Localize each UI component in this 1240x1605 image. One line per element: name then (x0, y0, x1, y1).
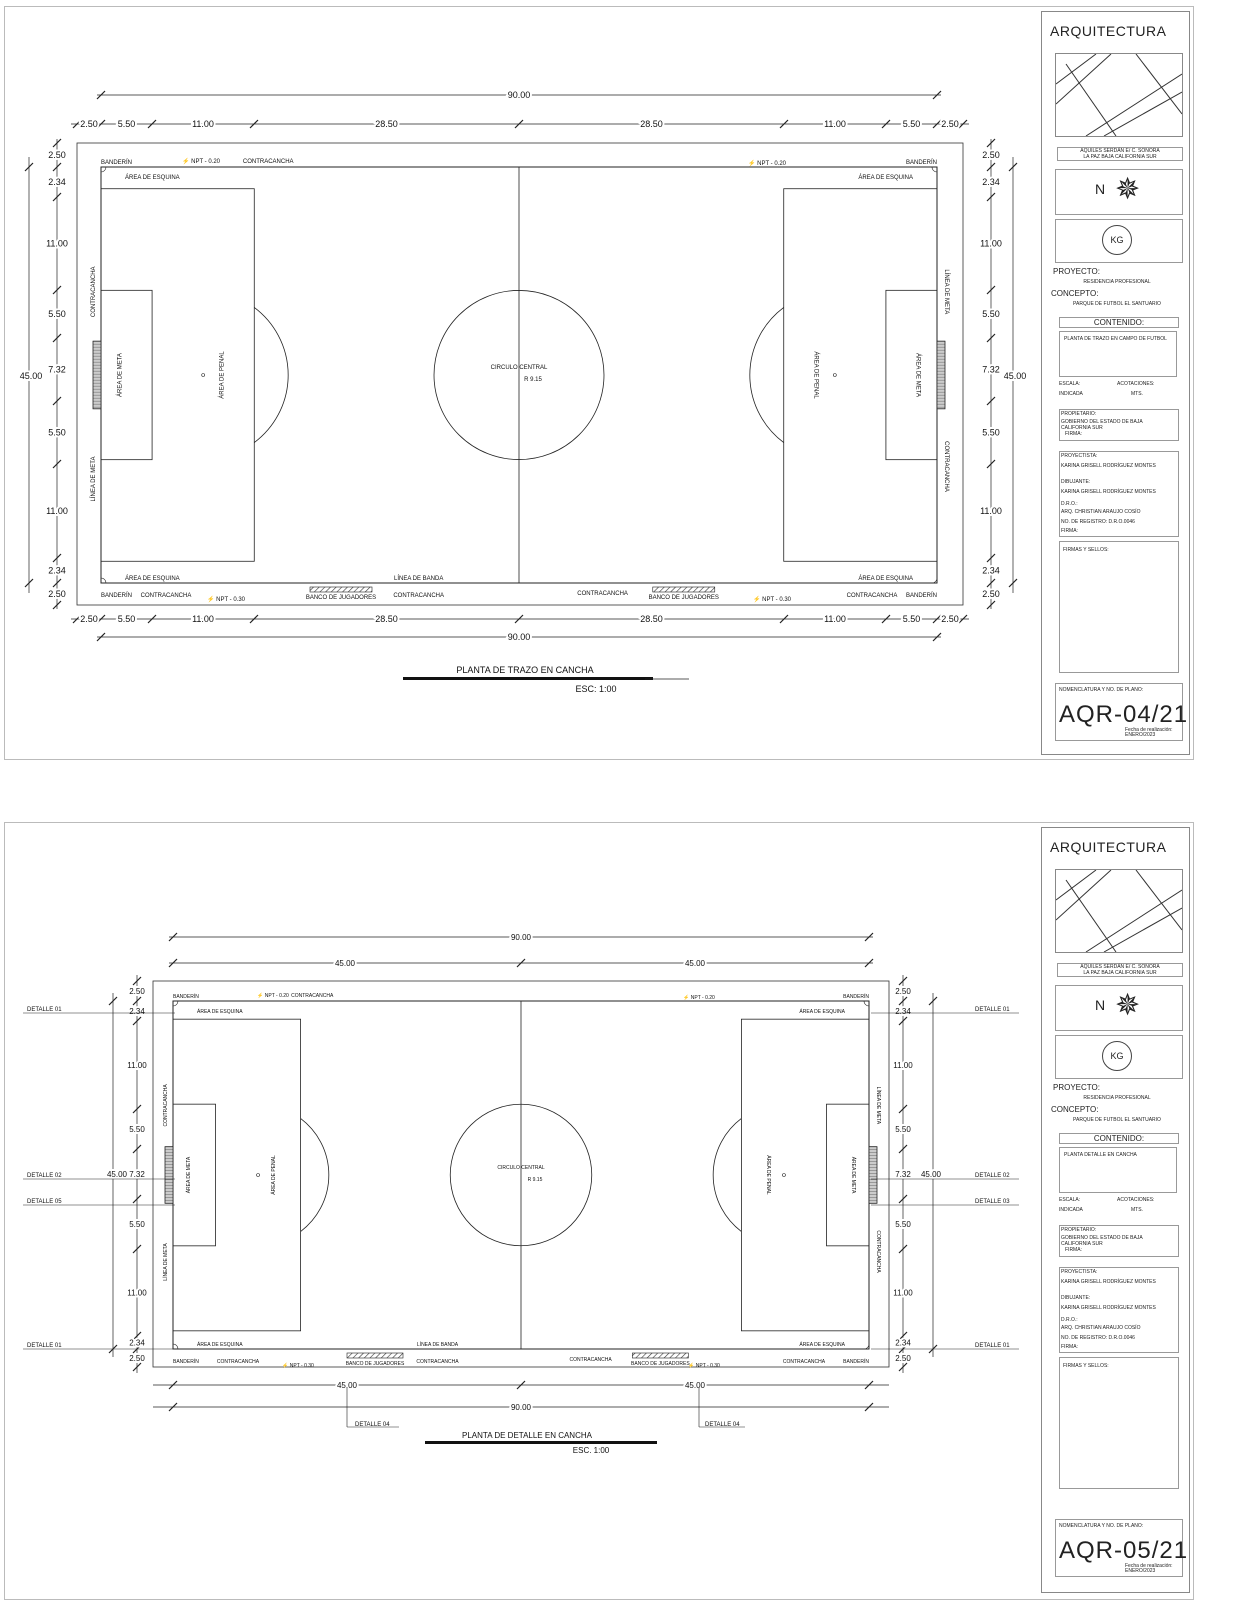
tb-dibujante-value: KARINA GRISELL RODRÍGUEZ MONTES (1061, 1305, 1156, 1311)
map-street (1086, 74, 1182, 136)
outer-boundary (77, 143, 963, 605)
dim-vert: 2.50 (982, 589, 1000, 599)
detail-callout: DETALLE 04 (705, 1422, 740, 1428)
tb-fecha-value: ENERO/2023 (1125, 732, 1156, 738)
dim-vert: 5.50 (895, 1125, 911, 1134)
label-banderin: BANDERÍN (905, 593, 937, 599)
label-banderin: BANDERÍN (905, 160, 937, 166)
location-map (1055, 869, 1183, 953)
label-contracancha: CONTRACANCHA (943, 441, 949, 492)
location-map (1055, 53, 1183, 137)
dim-seg: 5.50 (902, 614, 921, 624)
dim-seg: 5.50 (902, 119, 921, 129)
dim-seg: 2.50 (80, 119, 98, 129)
dim-vert: 5.50 (982, 309, 1000, 319)
dim-vert: 5.50 (48, 427, 66, 438)
dim-width-left: 45.00 (106, 1170, 128, 1179)
tb-acotaciones-label: ACOTACIONES: (1117, 1197, 1155, 1203)
dim-seg: 11.00 (824, 614, 846, 624)
label-contracancha: CONTRACANCHA (242, 159, 294, 165)
tb-contenido-label: CONTENIDO: (1059, 1133, 1179, 1144)
detail-callout: DETALLE 01 (27, 1343, 62, 1349)
label-banderin: BANDERÍN (843, 994, 869, 1000)
penalty-area-left (173, 1019, 301, 1331)
penalty-spot-right (833, 374, 836, 377)
label-contracancha: CONTRACANCHA (416, 1359, 459, 1365)
corner-arc (932, 578, 937, 583)
tb-acotaciones-value: MTS. (1131, 391, 1143, 397)
tb-proyecto-value: RESIDENCIA PROFESIONAL (1083, 1095, 1151, 1101)
dim-seg: 2.50 (941, 119, 959, 129)
label-area-meta: ÁREA DE META (914, 353, 921, 397)
north-label: N (1095, 181, 1106, 197)
dim-width-left: 45.00 (19, 371, 43, 381)
dim-seg: 11.00 (192, 614, 214, 624)
dim-seg: 11.00 (824, 119, 846, 129)
label-contracancha: CONTRACANCHA (91, 266, 97, 318)
dim-vert: 7.32 (129, 1170, 145, 1179)
dim-vert: 2.34 (982, 565, 1000, 576)
dim-seg: 28.50 (640, 614, 663, 624)
dim-vert: 2.34 (895, 1338, 911, 1348)
tb-contenido-value: PLANTA DETALLE EN CANCHA (1059, 1147, 1177, 1193)
tb-discipline: ARQUITECTURA (1050, 839, 1167, 855)
bench-left (347, 1353, 403, 1358)
tb-plano-number: AQR-04/21 (1059, 701, 1189, 728)
plan-scale: ESC. 1:00 (572, 1446, 610, 1455)
dim-vert: 5.50 (48, 309, 66, 319)
dim-seg: 28.50 (375, 119, 398, 129)
dim-seg: 28.50 (375, 614, 398, 624)
tb-dibujante-label: DIBUJANTE: (1061, 1295, 1091, 1301)
bench-right (632, 1353, 688, 1358)
tb-acotaciones-label: ACOTACIONES: (1117, 381, 1155, 387)
plan-title: PLANTA DE TRAZO EN CANCHA (456, 665, 594, 675)
label-contracancha: CONTRACANCHA (291, 993, 334, 999)
label-linea-banda: LÍNEA DE BANDA (394, 576, 444, 582)
label-npt: ⚡ NPT - 0.20 (747, 161, 787, 167)
tb-fecha-label: Fecha de realización: (1125, 1563, 1173, 1569)
map-street (1056, 54, 1096, 84)
label-contracancha: CONTRACANCHA (577, 591, 628, 597)
label-area-meta: ÁREA DE META (186, 1156, 193, 1194)
drawing-sheet-2 (4, 822, 1194, 1600)
penalty-area-left (101, 189, 254, 562)
label-area-esquina: ÁREA DE ESQUINA (799, 1009, 845, 1015)
tb-concepto-value: PARQUE DE FUTBOL EL SANTUARIO (1073, 1117, 1161, 1123)
north-arrow-icon: ✵ (1115, 173, 1141, 206)
tb-firmas-label: FIRMAS Y SELLOS: (1063, 547, 1109, 553)
tb-firmas-box (1059, 541, 1179, 673)
tb-address: AQUILES SERDÁN E/ C. SONORA LA PAZ BAJA CALIFORNIA SUR (1057, 963, 1183, 977)
tb-proyecto-label: PROYECTO: (1053, 1083, 1100, 1092)
tb-discipline: ARQUITECTURA (1050, 23, 1167, 39)
tb-firma-label: FIRMA: (1065, 1247, 1082, 1253)
penalty-arc-left (254, 307, 288, 442)
dim-width-right: 45.00 (920, 1170, 942, 1179)
label-area-meta: ÁREA DE META (117, 353, 124, 397)
map-street (1056, 54, 1111, 104)
dim-vert: 2.50 (129, 1354, 145, 1363)
dim-vert: 2.50 (48, 150, 66, 160)
bench-label: BANCO DE JUGADORES (648, 595, 719, 601)
tb-firma2-label: FIRMA: (1061, 1344, 1078, 1350)
tb-dibujante-label: DIBUJANTE: (1061, 479, 1091, 485)
label-banderin: BANDERÍN (173, 994, 199, 1000)
dim-total-bottom: 90.00 (510, 1403, 532, 1412)
label-banderin: BANDERÍN (101, 160, 133, 166)
tb-concepto-label: CONCEPTO: (1051, 1105, 1099, 1114)
tb-concepto-value: PARQUE DE FUTBOL EL SANTUARIO (1073, 301, 1161, 307)
detail-callout: DETALLE 05 (27, 1199, 62, 1205)
north-label: N (1095, 997, 1106, 1013)
label-banderin: BANDERÍN (173, 1359, 199, 1365)
bench-left (310, 587, 372, 592)
dim-vert: 7.32 (982, 364, 1000, 375)
label-contracancha: CONTRACANCHA (569, 1357, 612, 1363)
map-street (1086, 890, 1182, 952)
penalty-area-right (741, 1019, 869, 1331)
dim-total-bottom: 90.00 (507, 632, 531, 642)
drawing-sheet-1 (4, 6, 1194, 760)
label-npt: ⚡ NPT - 0.30 (752, 597, 792, 603)
label-area-esquina: ÁREA DE ESQUINA (197, 1342, 243, 1348)
label-area-esquina: ÁREA DE ESQUINA (197, 1009, 243, 1015)
dim-half: 45.00 (334, 959, 356, 968)
tb-registro-label: NO. DE REGISTRO: D.R.O.0046 (1061, 1335, 1135, 1341)
label-circulo-central: CIRCULO CENTRAL (490, 365, 548, 371)
label-area-penal: ÁREA DE PENAL (764, 1155, 771, 1195)
dim-vert: 2.50 (895, 987, 911, 996)
tb-fecha-label: Fecha de realización: (1125, 727, 1173, 733)
dim-seg: 11.00 (192, 119, 214, 129)
penalty-arc-right (713, 1118, 741, 1231)
map-street (1066, 880, 1116, 952)
label-linea-meta: LÍNEA DE META (163, 1243, 169, 1281)
label-linea-meta: LÍNEA DE META (943, 269, 949, 315)
logo-icon: KG (1102, 1041, 1132, 1071)
label-linea-meta: LÍNEA DE META (91, 456, 97, 502)
label-banderin: BANDERÍN (101, 593, 133, 599)
tb-dibujante-value: KARINA GRISELL RODRÍGUEZ MONTES (1061, 489, 1156, 495)
goal-area-left (173, 1104, 216, 1246)
tb-proyectista-label: PROYECTISTA: (1061, 453, 1098, 459)
dim-vert: 2.34 (48, 177, 66, 187)
penalty-spot-left (202, 374, 205, 377)
dim-vert: 5.50 (895, 1220, 911, 1229)
map-street (1056, 870, 1096, 900)
dim-vert: 11.00 (980, 238, 1002, 249)
dim-half: 45.00 (336, 1381, 358, 1390)
label-radio: R 9.15 (527, 1177, 543, 1183)
label-area-esquina: ÁREA DE ESQUINA (858, 576, 913, 582)
detail-callout: DETALLE 03 (975, 1199, 1010, 1205)
dim-width-right: 45.00 (1003, 371, 1027, 381)
dim-vert: 11.00 (893, 1061, 913, 1070)
tb-escala-label: ESCALA: (1059, 1197, 1081, 1203)
tb-firmas-label: FIRMAS Y SELLOS: (1063, 1363, 1109, 1369)
north-arrow-icon: ✵ (1115, 989, 1141, 1022)
goal-area-right (826, 1104, 869, 1246)
dim-vert: 2.34 (129, 1007, 145, 1016)
label-npt: ⚡ NPT - 0.20 (181, 159, 221, 165)
tb-firma-label: FIRMA: (1065, 431, 1082, 437)
label-npt: ⚡ NPT - 0.30 (206, 597, 246, 603)
label-area-penal: ÁREA DE PENAL (219, 351, 226, 399)
tb-dro-label: D.R.O.: (1061, 501, 1078, 507)
tb-propietario-value: GOBIERNO DEL ESTADO DE BAJA CALIFORNIA SUR (1061, 1235, 1143, 1247)
plan-title: PLANTA DE DETALLE EN CANCHA (462, 1431, 592, 1440)
dim-seg: 5.50 (117, 119, 136, 129)
label-contracancha: CONTRACANCHA (216, 1359, 260, 1365)
penalty-arc-left (301, 1118, 329, 1231)
field-plan-1 (5, 7, 1040, 759)
penalty-arc-right (750, 307, 784, 442)
tb-propietario-label: PROPIETARIO: (1061, 411, 1097, 417)
tb-dro-value: ARQ. CHRISTIAN ARAUJO COSÍO (1061, 509, 1141, 515)
dim-vert: 11.00 (46, 238, 68, 249)
map-street (1066, 64, 1116, 136)
penalty-spot-right (782, 1174, 785, 1177)
tb-address: AQUILES SERDÁN E/ C. SONORA LA PAZ BAJA CALIFORNIA SUR (1057, 147, 1183, 161)
tb-registro-label: NO. DE REGISTRO: D.R.O.0046 (1061, 519, 1135, 525)
tb-nomenclatura-label: NOMENCLATURA Y NO. DE PLANO: (1059, 687, 1144, 693)
tb-escala-value: INDICADA (1059, 1207, 1083, 1213)
bench-right (653, 587, 715, 592)
detail-callout: DETALLE 02 (27, 1173, 62, 1179)
label-area-esquina: ÁREA DE ESQUINA (858, 175, 913, 181)
goal-area-left (101, 290, 152, 459)
label-contracancha: CONTRACANCHA (393, 593, 445, 599)
corner-arc (864, 1344, 869, 1349)
dim-vert: 2.50 (982, 150, 1000, 160)
plan-title-underline (403, 677, 653, 680)
tb-proyectista-label: PROYECTISTA: (1061, 1269, 1098, 1275)
label-npt: ⚡ NPT - 0.20 (683, 995, 715, 1001)
map-street (1056, 870, 1111, 920)
tb-plano-number: AQR-05/21 (1059, 1537, 1189, 1564)
plan-scale: ESC: 1:00 (575, 684, 617, 694)
goal-area-right (886, 290, 937, 459)
label-npt: ⚡ NPT - 0.20 (257, 993, 289, 999)
dim-vert: 11.00 (127, 1061, 147, 1070)
dim-vert: 11.00 (893, 1288, 913, 1298)
label-banderin: BANDERÍN (843, 1359, 869, 1365)
corner-arc (864, 1001, 869, 1006)
dim-total-top: 90.00 (507, 90, 531, 100)
bench-label: BANCO DE JUGADORES (305, 595, 377, 601)
tb-proyecto-value: RESIDENCIA PROFESIONAL (1083, 279, 1151, 285)
corner-arc (932, 167, 937, 172)
dim-vert: 7.32 (48, 364, 66, 375)
goal-left (93, 341, 101, 409)
dim-seg: 28.50 (640, 119, 663, 129)
label-npt: ⚡ NPT - 0.30 (688, 1363, 720, 1369)
tb-firma2-label: FIRMA: (1061, 528, 1078, 534)
bench-label: BANCO DE JUGADORES (631, 1361, 690, 1367)
tb-escala-value: INDICADA (1059, 391, 1083, 397)
field-plan-2 (5, 823, 1040, 1599)
label-npt: ⚡ NPT - 0.30 (282, 1363, 314, 1369)
label-area-penal: ÁREA DE PENAL (271, 1155, 278, 1195)
tb-escala-label: ESCALA: (1059, 381, 1081, 387)
tb-dro-value: ARQ. CHRISTIAN ARAUJO COSÍO (1061, 1325, 1141, 1331)
dim-vert: 11.00 (980, 506, 1002, 516)
dim-half: 45.00 (684, 1381, 706, 1390)
label-area-esquina: ÁREA DE ESQUINA (799, 1342, 845, 1348)
tb-proyectista-value: KARINA GRISELL RODRÍGUEZ MONTES (1061, 463, 1156, 469)
detail-callout: DETALLE 01 (975, 1007, 1010, 1013)
tb-proyectista-value: KARINA GRISELL RODRÍGUEZ MONTES (1061, 1279, 1156, 1285)
label-contracancha: CONTRACANCHA (875, 1230, 881, 1273)
detail-callout: DETALLE 01 (975, 1343, 1010, 1349)
dim-vert: 11.00 (46, 506, 68, 516)
tb-propietario-label: PROPIETARIO: (1061, 1227, 1097, 1233)
corner-arc (173, 1344, 178, 1349)
dim-vert: 7.32 (895, 1170, 911, 1179)
dim-vert: 5.50 (129, 1125, 145, 1134)
tb-contenido-value: PLANTA DE TRAZO EN CAMPO DE FUTBOL (1059, 331, 1177, 377)
label-contracancha: CONTRACANCHA (140, 593, 192, 599)
tb-concepto-label: CONCEPTO: (1051, 289, 1099, 298)
dim-seg: 2.50 (941, 614, 959, 624)
detail-callout: DETALLE 01 (27, 1007, 62, 1013)
dim-vert: 11.00 (127, 1288, 147, 1298)
tb-acotaciones-value: MTS. (1131, 1207, 1143, 1213)
tb-contenido-label: CONTENIDO: (1059, 317, 1179, 328)
dim-vert: 2.34 (982, 177, 1000, 187)
label-contracancha: CONTRACANCHA (782, 1359, 826, 1365)
tb-firmas-box (1059, 1357, 1179, 1489)
logo-icon: KG (1102, 225, 1132, 255)
detail-callout: DETALLE 04 (355, 1422, 390, 1428)
dim-vert: 5.50 (982, 427, 1000, 438)
dim-vert: 2.34 (895, 1007, 911, 1016)
tb-fecha-value: ENERO/2023 (1125, 1568, 1156, 1574)
penalty-spot-left (257, 1174, 260, 1177)
label-contracancha: CONTRACANCHA (163, 1084, 169, 1127)
tb-propietario-value: GOBIERNO DEL ESTADO DE BAJA CALIFORNIA SUR (1061, 419, 1143, 431)
dim-vert: 2.34 (48, 565, 66, 576)
label-contracancha: CONTRACANCHA (846, 593, 898, 599)
label-radio: R 9.15 (524, 377, 542, 383)
dim-vert: 2.50 (129, 987, 145, 996)
corner-arc (101, 167, 106, 172)
label-area-esquina: ÁREA DE ESQUINA (125, 576, 180, 582)
dim-vert: 2.50 (895, 1354, 911, 1363)
dim-total-top: 90.00 (510, 933, 532, 942)
plan-title-underline (425, 1441, 657, 1444)
dim-vert: 2.34 (129, 1338, 145, 1348)
dim-vert: 5.50 (129, 1220, 145, 1229)
tb-nomenclatura-label: NOMENCLATURA Y NO. DE PLANO: (1059, 1523, 1144, 1529)
dim-vert: 2.50 (48, 589, 66, 599)
label-area-penal: ÁREA DE PENAL (812, 351, 819, 399)
label-linea-meta: LÍNEA DE META (875, 1086, 881, 1125)
label-circulo-central: CIRCULO CENTRAL (497, 1165, 545, 1171)
label-area-esquina: ÁREA DE ESQUINA (125, 175, 180, 181)
dim-seg: 5.50 (117, 614, 136, 624)
label-linea-banda: LÍNEA DE BANDA (416, 1342, 459, 1348)
tb-dro-label: D.R.O.: (1061, 1317, 1078, 1323)
dim-seg: 2.50 (80, 614, 98, 624)
bench-label: BANCO DE JUGADORES (345, 1361, 405, 1367)
dim-half: 45.00 (684, 959, 706, 968)
goal-right (937, 341, 945, 409)
detail-callout: DETALLE 02 (975, 1173, 1010, 1179)
penalty-area-right (784, 189, 937, 562)
tb-proyecto-label: PROYECTO: (1053, 267, 1100, 276)
corner-arc (173, 1001, 178, 1006)
corner-arc (101, 578, 106, 583)
label-area-meta: ÁREA DE META (849, 1156, 856, 1194)
